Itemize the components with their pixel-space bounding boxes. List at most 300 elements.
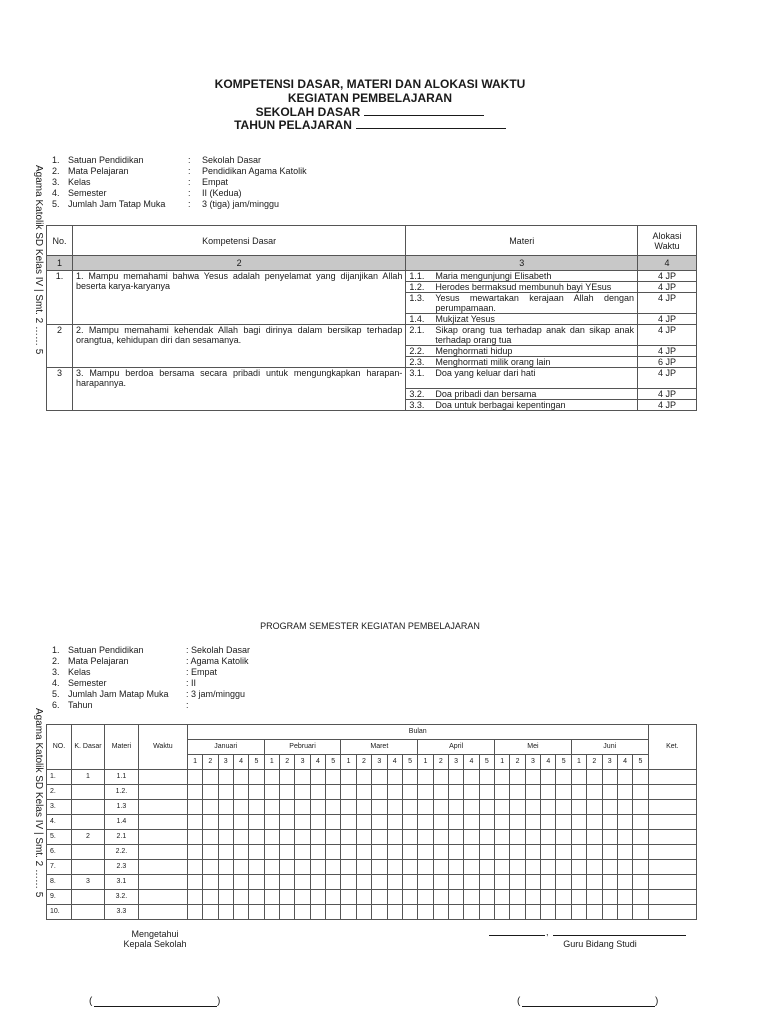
ps-row-kd <box>71 860 104 875</box>
ps-row-no: 10. <box>47 905 72 920</box>
info2-num: 6. <box>52 700 60 710</box>
ps-week-cell <box>433 785 448 800</box>
ps-week-cell <box>249 785 264 800</box>
ps-week-header: 4 <box>617 755 632 770</box>
ps-week-cell <box>510 785 525 800</box>
ps-week-cell <box>571 800 586 815</box>
ps-week-cell <box>510 815 525 830</box>
ps-week-cell <box>464 785 479 800</box>
ps-week-header: 5 <box>402 755 417 770</box>
ps-row-materi: 1.2. <box>104 785 138 800</box>
info-block-1 <box>52 155 307 210</box>
ps-week-cell <box>341 770 356 785</box>
ps-month-header: Januari <box>187 740 264 755</box>
info1-colon: : <box>188 177 191 187</box>
ps-week-cell <box>249 875 264 890</box>
ps-week-cell <box>602 875 617 890</box>
ps-week-cell <box>187 770 202 785</box>
ps-week-cell <box>203 815 218 830</box>
ps-week-cell <box>249 770 264 785</box>
info2-num: 1. <box>52 645 60 655</box>
ps-week-cell <box>433 800 448 815</box>
ps-week-cell <box>218 770 233 785</box>
ps-week-cell <box>510 770 525 785</box>
info1-label: Satuan Pendidikan <box>68 155 144 165</box>
ps-week-cell <box>479 860 494 875</box>
ps-week-cell <box>264 830 279 845</box>
info1-value: 3 (tiga) jam/minggu <box>202 199 280 209</box>
ps-week-cell <box>264 800 279 815</box>
ps-week-header: 1 <box>264 755 279 770</box>
ps-week-cell <box>556 905 571 920</box>
kd-header-materi: Materi <box>406 226 638 256</box>
ps-row-ket <box>648 905 696 920</box>
ps-week-cell <box>295 770 310 785</box>
ps-week-cell <box>525 830 540 845</box>
materi-code: 2.1. <box>409 325 425 335</box>
ps-week-cell <box>264 770 279 785</box>
table-row <box>47 325 697 346</box>
ps-week-cell <box>233 875 248 890</box>
ps-week-cell <box>341 785 356 800</box>
ps-week-cell <box>295 860 310 875</box>
ps-week-cell <box>617 800 632 815</box>
sig-right-name-line <box>522 1006 655 1007</box>
ps-week-cell <box>187 800 202 815</box>
ps-week-cell <box>633 770 648 785</box>
ps-week-cell <box>479 815 494 830</box>
ps-week-cell <box>264 785 279 800</box>
ps-row-waktu <box>138 890 187 905</box>
ps-week-cell <box>617 815 632 830</box>
ps-week-cell <box>433 890 448 905</box>
ps-week-cell <box>479 800 494 815</box>
ps-row-materi: 2.1 <box>104 830 138 845</box>
ps-week-cell <box>556 890 571 905</box>
title-line-3 <box>0 105 740 119</box>
ps-week-cell <box>402 785 417 800</box>
info1-colon: : <box>188 199 191 209</box>
ps-week-cell <box>356 815 371 830</box>
ps-week-cell <box>203 875 218 890</box>
ps-week-cell <box>280 875 295 890</box>
ps-week-cell <box>556 770 571 785</box>
ps-week-cell <box>541 845 556 860</box>
ps-week-cell <box>203 905 218 920</box>
ps-week-cell <box>556 800 571 815</box>
ps-week-cell <box>418 860 433 875</box>
ps-week-cell <box>556 845 571 860</box>
ps-week-cell <box>310 905 325 920</box>
ps-week-cell <box>280 845 295 860</box>
ps-week-cell <box>280 800 295 815</box>
ps-week-cell <box>587 830 602 845</box>
ps-week-cell <box>203 800 218 815</box>
ps-week-cell <box>525 815 540 830</box>
ps-week-cell <box>218 830 233 845</box>
ps-week-cell <box>448 905 463 920</box>
materi-code: 1.4. <box>409 314 425 324</box>
sig-left-role: Kepala Sekolah <box>123 939 187 949</box>
ps-week-header: 1 <box>495 755 510 770</box>
ps-week-cell <box>387 785 402 800</box>
ps-week-cell <box>341 830 356 845</box>
ps-header-waktu: Waktu <box>138 725 187 770</box>
ps-week-cell <box>633 815 648 830</box>
ps-week-cell <box>602 770 617 785</box>
ps-week-cell <box>310 785 325 800</box>
ps-week-cell <box>464 800 479 815</box>
title-line-4-text: TAHUN PELAJARAN <box>234 118 352 132</box>
ps-week-cell <box>556 875 571 890</box>
ps-week-cell <box>310 890 325 905</box>
ps-week-cell <box>387 875 402 890</box>
ps-week-cell <box>617 785 632 800</box>
ps-week-cell <box>187 890 202 905</box>
info2-row <box>52 700 250 711</box>
ps-week-cell <box>602 845 617 860</box>
ps-week-cell <box>479 890 494 905</box>
materi-text: Herodes bermaksud membunuh bayi YEsus <box>435 282 612 292</box>
ps-week-cell <box>341 905 356 920</box>
ps-week-cell <box>280 905 295 920</box>
ps-row-ket <box>648 890 696 905</box>
ps-row-waktu <box>138 860 187 875</box>
ps-row-ket <box>648 875 696 890</box>
jp-cell: 6 JP <box>638 357 697 368</box>
info2-label: Kelas <box>68 667 91 677</box>
program-semester-table <box>46 724 697 920</box>
sig-date-line <box>553 935 686 936</box>
ps-week-header: 2 <box>356 755 371 770</box>
ps-week-cell <box>295 830 310 845</box>
ps-week-cell <box>464 905 479 920</box>
ps-week-cell <box>326 905 341 920</box>
ps-week-cell <box>433 830 448 845</box>
ps-week-cell <box>448 785 463 800</box>
ps-week-cell <box>187 860 202 875</box>
table-row <box>47 271 697 282</box>
ps-week-cell <box>602 785 617 800</box>
info1-value: Sekolah Dasar <box>202 155 262 165</box>
ps-row-materi: 1.4 <box>104 815 138 830</box>
ps-week-cell <box>326 875 341 890</box>
ps-row-no: 5. <box>47 830 72 845</box>
ps-week-cell <box>310 845 325 860</box>
ps-row-no: 2. <box>47 785 72 800</box>
ps-row-materi: 2.3 <box>104 860 138 875</box>
ps-week-cell <box>525 905 540 920</box>
materi-text: Doa untuk berbagai kepentingan <box>435 400 566 410</box>
materi-code: 1.3. <box>409 293 425 303</box>
ps-week-cell <box>341 815 356 830</box>
materi-text: Menghormati milik orang lain <box>435 357 551 367</box>
ps-week-cell <box>356 830 371 845</box>
ps-week-cell <box>541 815 556 830</box>
ps-week-cell <box>541 875 556 890</box>
ps-header-materi: Materi <box>104 725 138 770</box>
ps-week-cell <box>387 815 402 830</box>
table-row <box>47 890 697 905</box>
ps-row-ket <box>648 845 696 860</box>
info1-label: Mata Pelajaran <box>68 166 129 176</box>
materi-cell <box>406 282 638 293</box>
ps-week-cell <box>372 890 387 905</box>
info1-row <box>52 155 307 166</box>
info2-value: : Agama Katolik <box>186 656 249 666</box>
info2-num: 5. <box>52 689 60 699</box>
materi-text: Doa yang keluar dari hati <box>435 368 536 378</box>
year-blank <box>356 118 506 129</box>
sig-right-role: Guru Bidang Studi <box>563 939 637 949</box>
ps-week-cell <box>495 875 510 890</box>
jp-cell: 4 JP <box>638 314 697 325</box>
ps-week-cell <box>402 845 417 860</box>
ps-week-cell <box>479 770 494 785</box>
sig-left-mengetahui: Mengetahui <box>131 929 179 939</box>
ps-week-cell <box>402 800 417 815</box>
ps-week-cell <box>295 815 310 830</box>
ps-week-cell <box>525 785 540 800</box>
ps-week-header: 4 <box>233 755 248 770</box>
ps-week-cell <box>295 905 310 920</box>
ps-week-header: 2 <box>280 755 295 770</box>
ps-week-cell <box>587 815 602 830</box>
info1-label: Semester <box>68 188 107 198</box>
info1-label: Kelas <box>68 177 91 187</box>
table-row <box>47 830 697 845</box>
ps-week-cell <box>464 845 479 860</box>
table-row <box>47 815 697 830</box>
table-row <box>47 770 697 785</box>
ps-week-cell <box>571 815 586 830</box>
ps-week-cell <box>448 770 463 785</box>
materi-cell <box>406 314 638 325</box>
ps-row-ket <box>648 800 696 815</box>
info1-colon: : <box>188 166 191 176</box>
ps-week-header: 3 <box>218 755 233 770</box>
ps-week-cell <box>495 800 510 815</box>
ps-row-materi: 1.1 <box>104 770 138 785</box>
ps-row-kd <box>71 890 104 905</box>
info2-num: 2. <box>52 656 60 666</box>
ps-row-kd <box>71 905 104 920</box>
ps-week-cell <box>218 905 233 920</box>
ps-week-cell <box>448 800 463 815</box>
ps-week-cell <box>310 800 325 815</box>
ps-week-cell <box>402 770 417 785</box>
ps-row-kd <box>71 785 104 800</box>
info2-row <box>52 645 250 656</box>
ps-week-cell <box>356 890 371 905</box>
ps-week-cell <box>495 890 510 905</box>
ps-row-waktu <box>138 905 187 920</box>
ps-week-cell <box>187 845 202 860</box>
ps-week-cell <box>356 905 371 920</box>
ps-row-waktu <box>138 770 187 785</box>
jp-cell: 4 JP <box>638 346 697 357</box>
ps-header-row-1 <box>47 725 697 740</box>
ps-week-header: 1 <box>418 755 433 770</box>
ps-week-cell <box>464 815 479 830</box>
table-row <box>47 368 697 389</box>
ps-week-cell <box>433 905 448 920</box>
ps-row-no: 9. <box>47 890 72 905</box>
info1-colon: : <box>188 155 191 165</box>
ps-week-cell <box>402 890 417 905</box>
ps-week-cell <box>372 770 387 785</box>
ps-week-cell <box>464 830 479 845</box>
table-row <box>47 845 697 860</box>
info1-row <box>52 188 307 199</box>
materi-cell <box>406 325 638 346</box>
sig-date-place-line <box>489 935 545 936</box>
ps-week-cell <box>602 830 617 845</box>
ps-row-ket <box>648 860 696 875</box>
ps-week-cell <box>280 830 295 845</box>
ps-week-cell <box>617 830 632 845</box>
ps-week-cell <box>571 845 586 860</box>
ps-week-cell <box>295 890 310 905</box>
ps-week-cell <box>587 905 602 920</box>
table-row <box>47 875 697 890</box>
materi-code: 1.2. <box>409 282 425 292</box>
materi-cell <box>406 389 638 400</box>
ps-week-cell <box>326 860 341 875</box>
ps-week-cell <box>356 875 371 890</box>
ps-week-cell <box>264 875 279 890</box>
materi-code: 3.1. <box>409 368 425 378</box>
jp-cell: 4 JP <box>638 400 697 411</box>
ps-week-cell <box>233 830 248 845</box>
materi-cell <box>406 293 638 314</box>
info2-value: : Sekolah Dasar <box>186 645 251 655</box>
info2-row <box>52 656 250 667</box>
ps-week-cell <box>587 785 602 800</box>
kd-group-text: 2. Mampu memahami kehendak Allah bagi dirinya dalam bersikap terhadap orangtua, kehidupan diri dan sesamanya. <box>72 325 405 368</box>
ps-week-cell <box>556 815 571 830</box>
ps-week-cell <box>479 905 494 920</box>
kd-col-number: 2 <box>72 256 405 271</box>
ps-week-cell <box>617 860 632 875</box>
ps-week-cell <box>479 875 494 890</box>
ps-week-cell <box>326 770 341 785</box>
info1-row <box>52 199 307 210</box>
ps-week-cell <box>510 830 525 845</box>
ps-week-cell <box>233 800 248 815</box>
ps-week-cell <box>341 875 356 890</box>
ps-week-cell <box>571 890 586 905</box>
ps-week-cell <box>326 800 341 815</box>
ps-week-cell <box>341 800 356 815</box>
materi-text: Menghormati hidup <box>435 346 513 356</box>
table-row <box>47 800 697 815</box>
ps-week-cell <box>525 860 540 875</box>
info1-row <box>52 166 307 177</box>
ps-week-cell <box>525 770 540 785</box>
info1-value: Pendidikan Agama Katolik <box>202 166 307 176</box>
ps-row-waktu <box>138 845 187 860</box>
ps-week-cell <box>218 800 233 815</box>
ps-week-cell <box>571 860 586 875</box>
ps-week-cell <box>633 800 648 815</box>
jp-cell: 4 JP <box>638 389 697 400</box>
info1-num: 3. <box>52 177 60 187</box>
jp-cell: 4 JP <box>638 271 697 282</box>
ps-header-no: NO. <box>47 725 72 770</box>
ps-week-cell <box>510 905 525 920</box>
ps-week-cell <box>249 830 264 845</box>
ps-month-header: Juni <box>571 740 648 755</box>
ps-week-header: 2 <box>433 755 448 770</box>
ps-week-header: 3 <box>448 755 463 770</box>
ps-week-header: 4 <box>387 755 402 770</box>
ps-week-cell <box>203 890 218 905</box>
ps-week-cell <box>264 860 279 875</box>
ps-week-cell <box>633 830 648 845</box>
ps-week-header: 4 <box>310 755 325 770</box>
ps-week-cell <box>326 890 341 905</box>
ps-week-cell <box>418 800 433 815</box>
ps-week-cell <box>310 875 325 890</box>
ps-week-cell <box>617 875 632 890</box>
ps-row-waktu <box>138 815 187 830</box>
ps-week-cell <box>541 770 556 785</box>
ps-week-cell <box>218 815 233 830</box>
ps-week-cell <box>571 905 586 920</box>
info1-value: II (Kedua) <box>202 188 242 198</box>
ps-week-cell <box>310 860 325 875</box>
ps-week-cell <box>203 845 218 860</box>
jp-cell: 4 JP <box>638 368 697 389</box>
ps-month-header: Maret <box>341 740 418 755</box>
ps-week-cell <box>495 785 510 800</box>
table-row <box>47 785 697 800</box>
materi-code: 2.2. <box>409 346 425 356</box>
ps-week-cell <box>233 785 248 800</box>
ps-week-cell <box>556 785 571 800</box>
ps-week-cell <box>541 890 556 905</box>
ps-week-cell <box>464 890 479 905</box>
ps-row-materi: 2.2. <box>104 845 138 860</box>
ps-week-cell <box>633 905 648 920</box>
ps-month-header: Pebruari <box>264 740 341 755</box>
ps-week-cell <box>233 815 248 830</box>
ps-week-cell <box>187 815 202 830</box>
ps-week-cell <box>264 905 279 920</box>
info1-value: Empat <box>202 177 229 187</box>
ps-week-header: 1 <box>571 755 586 770</box>
kd-header-no: No. <box>47 226 73 256</box>
ps-week-cell <box>326 830 341 845</box>
jp-cell: 4 JP <box>638 293 697 314</box>
jp-cell: 4 JP <box>638 325 697 346</box>
ps-week-cell <box>617 890 632 905</box>
ps-week-cell <box>249 815 264 830</box>
ps-week-cell <box>541 860 556 875</box>
ps-week-cell <box>387 830 402 845</box>
ps-week-cell <box>479 845 494 860</box>
ps-week-cell <box>249 800 264 815</box>
sig-left-paren-open: ( <box>89 996 93 1007</box>
title-line-4 <box>0 118 740 132</box>
ps-week-cell <box>587 770 602 785</box>
materi-code: 1.1. <box>409 271 425 281</box>
info2-value: : <box>186 700 189 710</box>
ps-week-cell <box>310 770 325 785</box>
ps-week-cell <box>448 890 463 905</box>
ps-row-kd: 2 <box>71 830 104 845</box>
